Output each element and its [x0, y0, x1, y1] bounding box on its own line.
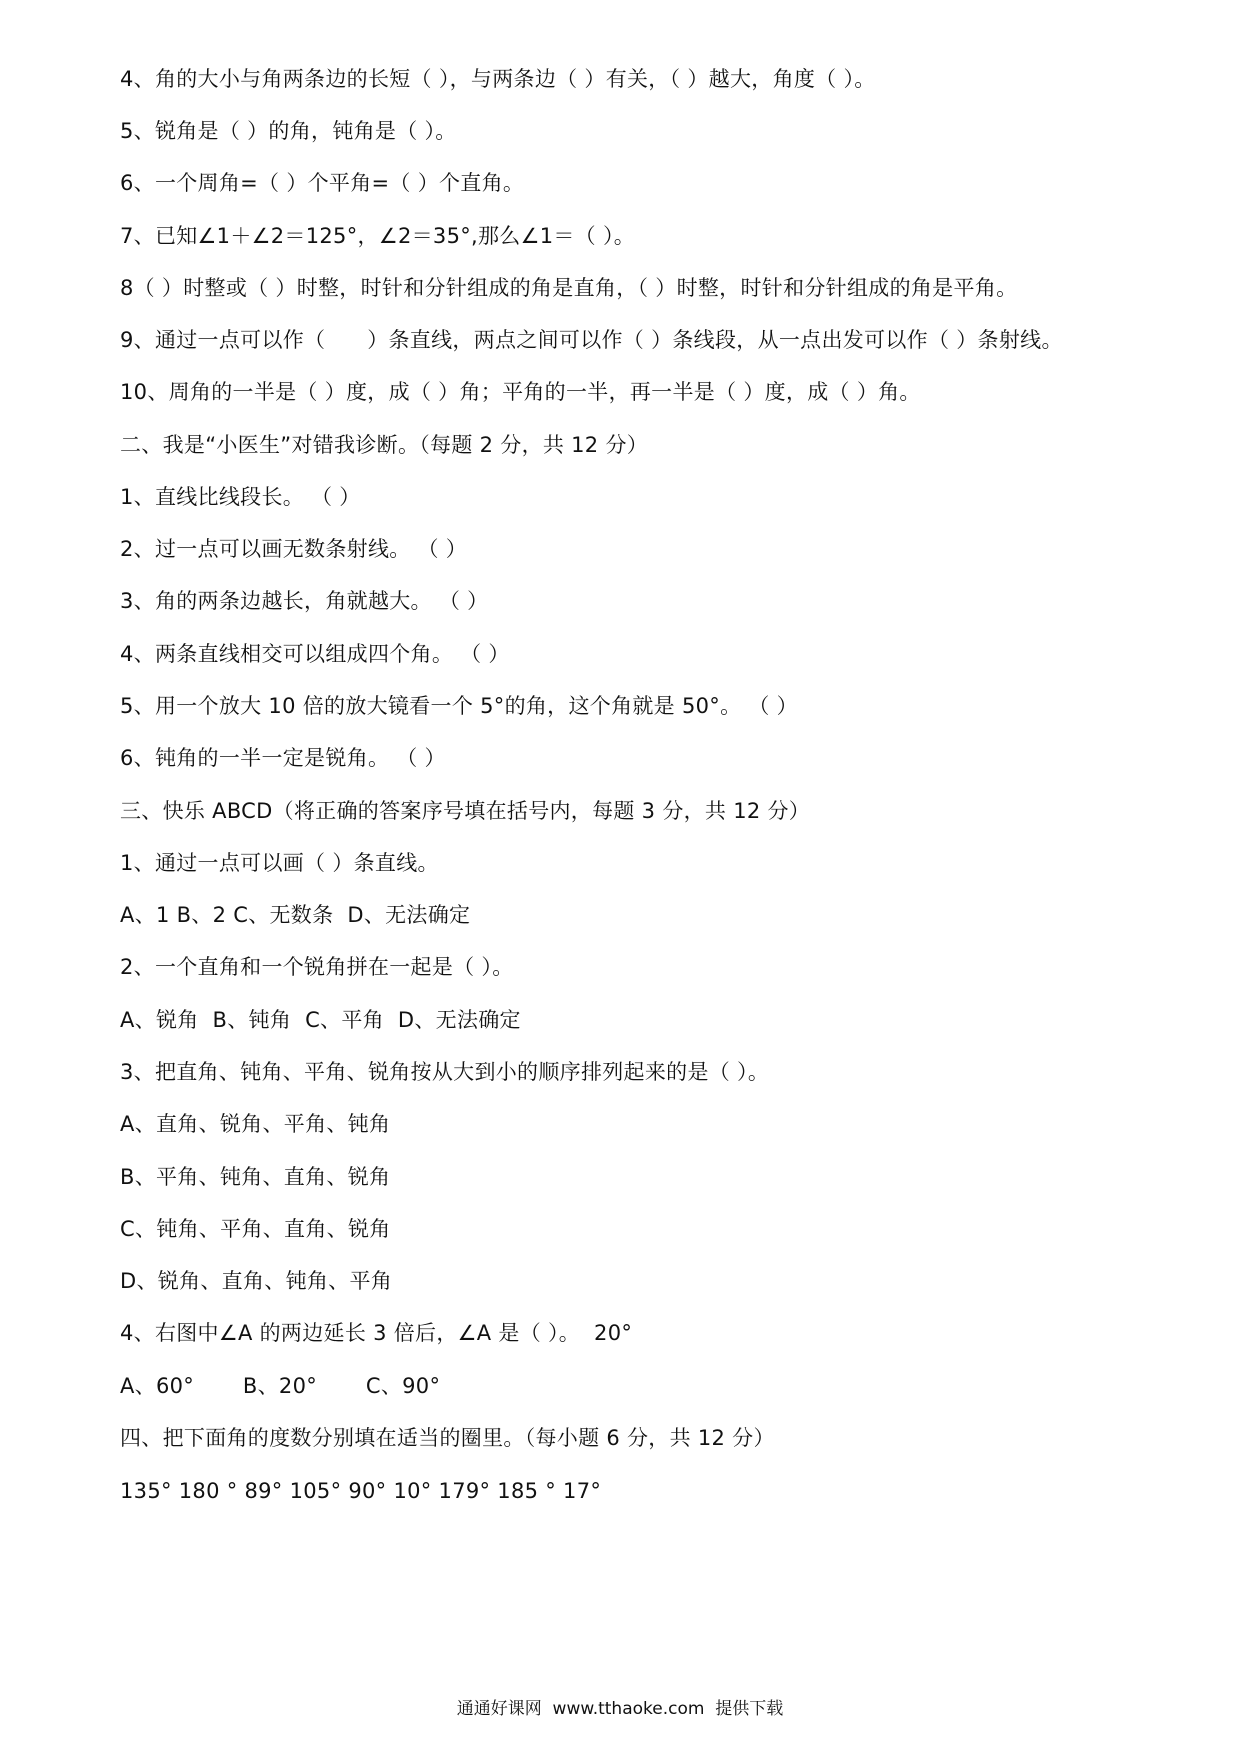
- question-2-4: 4、两条直线相交可以组成四个角。 （ ）: [120, 642, 510, 666]
- question-3-2-options: A、锐角 B、钝角 C、平角 D、无法确定: [120, 1008, 521, 1032]
- question-3-4: 4、右图中∠A 的两边延长 3 倍后，∠A 是（ ）。 20°: [120, 1321, 633, 1345]
- section-3-heading: 三、快乐 ABCD（将正确的答案序号填在括号内，每题 3 分，共 12 分）: [120, 799, 811, 823]
- question-1-4: 4、角的大小与角两条边的长短（ ），与两条边（ ）有关，（ ）越大，角度（ ）。: [120, 67, 876, 91]
- section-4-heading: 四、把下面角的度数分别填在适当的圈里。（每小题 6 分，共 12 分）: [120, 1426, 775, 1450]
- question-3-4-options: A、60° B、20° C、90°: [120, 1374, 441, 1398]
- question-1-5: 5、锐角是（ ）的角，钝角是（ ）。: [120, 119, 457, 143]
- question-1-10: 10、周角的一半是（ ）度，成（ ）角；平角的一半，再一半是（ ）度，成（ ）角。: [120, 380, 921, 404]
- question-1-6: 6、一个周角=（ ）个平角=（ ）个直角。: [120, 171, 525, 195]
- question-3-1-options: A、1 B、2 C、无数条 D、无法确定: [120, 903, 471, 927]
- question-2-3: 3、角的两条边越长，角就越大。 （ ）: [120, 589, 489, 613]
- question-2-5: 5、用一个放大 10 倍的放大镜看一个 5°的角，这个角就是 50°。 （ ）: [120, 694, 798, 718]
- question-3-3-option-a: A、直角、锐角、平角、钝角: [120, 1112, 391, 1136]
- question-3-3: 3、把直角、钝角、平角、锐角按从大到小的顺序排列起来的是（ ）。: [120, 1060, 770, 1084]
- question-2-6: 6、钝角的一半一定是锐角。 （ ）: [120, 746, 446, 770]
- question-2-1: 1、直线比线段长。 （ ）: [120, 485, 361, 509]
- question-3-2: 2、一个直角和一个锐角拼在一起是（ ）。: [120, 955, 514, 979]
- question-1-8: 8（ ）时整或（ ）时整，时针和分针组成的角是直角，（ ）时整，时针和分针组成的角是平角。: [120, 276, 1018, 300]
- question-3-3-option-c: C、钝角、平角、直角、锐角: [120, 1217, 391, 1241]
- footer-credit: 通通好课网 www.tthaoke.com 提供下载: [456, 1699, 784, 1719]
- question-3-3-option-b: B、平角、钝角、直角、锐角: [120, 1165, 391, 1189]
- section-2-heading: 二、我是“小医生”对错我诊断。（每题 2 分，共 12 分）: [120, 433, 649, 457]
- question-1-7: 7、已知∠1＋∠2＝125°，∠2＝35°,那么∠1＝（ ）。: [120, 224, 636, 248]
- question-3-3-option-d: D、锐角、直角、钝角、平角: [120, 1269, 393, 1293]
- degree-list: 135° 180 ° 89° 105° 90° 10° 179° 185 ° 17°: [120, 1479, 602, 1503]
- question-3-1: 1、通过一点可以画（ ）条直线。: [120, 851, 439, 875]
- question-1-9: 9、通过一点可以作（ ）条直线，两点之间可以作（ ）条线段，从一点出发可以作（ ）条射线。: [120, 328, 1063, 352]
- question-2-2: 2、过一点可以画无数条射线。 （ ）: [120, 537, 468, 561]
